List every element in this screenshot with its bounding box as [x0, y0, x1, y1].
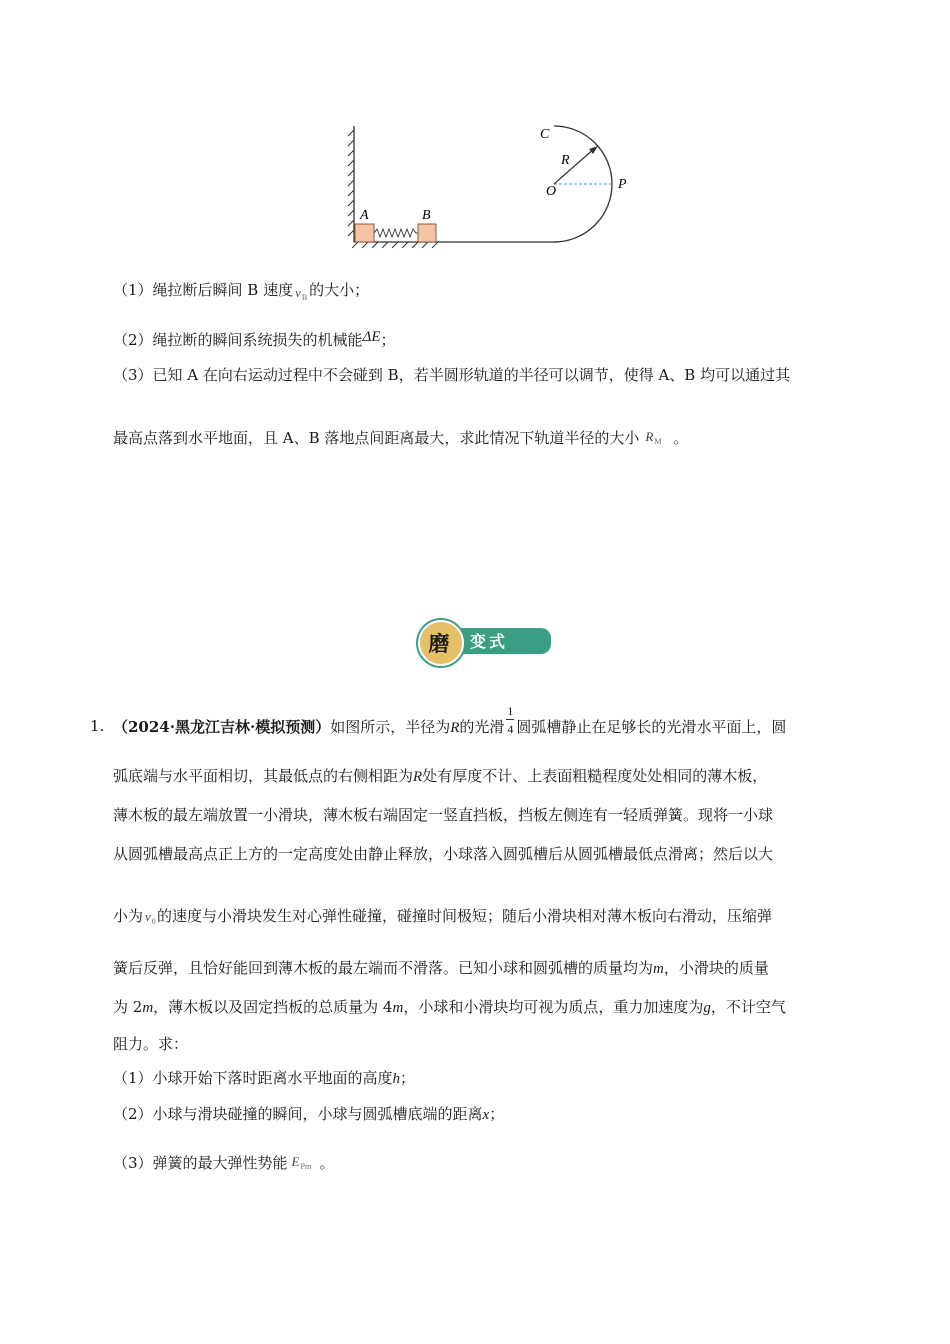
problem-question-1: （1）小球开始下落时距离水平地面的高度h；	[113, 1069, 416, 1087]
label-p: P	[618, 177, 627, 192]
badge-char: 磨	[428, 632, 450, 656]
question-1: （1）绳拉断后瞬间 B 速度 $v_B$ 的大小；	[113, 280, 369, 300]
question-3-line-2: 最高点落到水平地面，且 A、B 落地点间距离最大，求此情况下轨道半径的大小 $R_M$ 。	[113, 428, 688, 448]
problem-line-1: （2024·黑龙江吉林·模拟预测）如图所示，半径为R的光滑 $\frac{1}{4}$ 圆弧槽静止在足够长的光滑水平面上，圆	[113, 704, 787, 736]
problem-line-7: 为 2m，薄木板以及固定挡板的总质量为 4m，小球和小滑块均可视为质点，重力加速度为g，不计空气	[113, 998, 786, 1016]
problem-number: 1.	[90, 717, 105, 735]
label-r: R	[561, 153, 570, 168]
problem-line-5: 小为 $v_0$ 的速度与小滑块发生对心弹性碰撞，碰撞时间极短；随后小滑块相对薄木板向右滑动，压缩弹	[113, 906, 772, 926]
label-o: O	[546, 184, 557, 199]
problem-line-2: 弧底端与水平面相切，其最低点的右侧相距为R处有厚度不计、上表面粗糙程度处处相同的薄木板，	[113, 767, 768, 785]
semicircle-track	[554, 126, 612, 242]
ground-hatching	[352, 242, 438, 248]
problem-line-3: 薄木板的最左端放置一小滑块，薄木板右端固定一竖直挡板，挡板左侧连有一轻质弹簧。现将一小球	[113, 806, 774, 824]
block-b	[418, 224, 436, 242]
problem-line-4: 从圆弧槽最高点正上方的一定高度处由静止释放，小球落入圆弧槽后从圆弧槽最低点滑离；然后以大	[113, 845, 774, 863]
symbol-rm: $R_M$	[645, 429, 662, 446]
problem-line-6: 簧后反弹，且恰好能回到薄木板的最左端而不滑落。已知小球和圆弧槽的质量均为m，小滑块的质量	[113, 959, 769, 977]
symbol-vb: $v_B$	[295, 285, 308, 302]
block-a	[355, 224, 374, 242]
badge-text: 变式	[470, 632, 509, 651]
label-b: B	[422, 208, 431, 223]
track-diagram	[340, 118, 650, 253]
problem-line-8: 阻力。求：	[113, 1035, 189, 1053]
label-c: C	[540, 127, 550, 142]
variant-badge	[418, 620, 556, 662]
label-a: A	[360, 208, 369, 223]
wall-hatching	[348, 130, 354, 236]
symbol-v0: $v_0$	[145, 909, 156, 926]
question-2: （2）绳拉断的瞬间系统损失的机械能ΔE；	[113, 329, 396, 349]
question-3-line-1: （3）已知 A 在向右运动过程中不会碰到 B，若半圆形轨道的半径可以调节，使得 A、B 均可以通过其	[113, 366, 791, 384]
symbol-delta-e: ΔE	[362, 329, 381, 345]
spring	[374, 229, 418, 237]
problem-source: （2024·黑龙江吉林·模拟预测）	[113, 718, 331, 736]
problem-question-2: （2）小球与滑块碰撞的瞬间，小球与圆弧槽底端的距离x；	[113, 1105, 505, 1123]
problem-question-3: （3）弹簧的最大弹性势能 $E_{Pm}$ 。	[113, 1153, 335, 1173]
symbol-epm: $E_{Pm}$	[291, 1154, 312, 1171]
fraction-quarter: $\frac{1}{4}$	[507, 704, 514, 736]
